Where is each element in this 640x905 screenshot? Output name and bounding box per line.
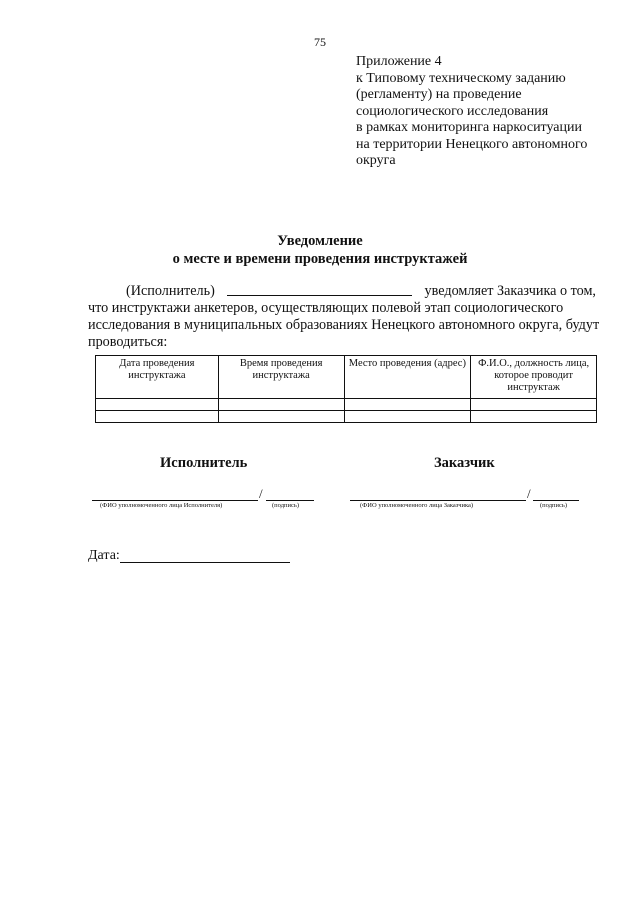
appendix-header: [356, 54, 626, 170]
table-header-row: [96, 356, 597, 399]
header-place: Место проведения (адрес): [344, 356, 471, 399]
date-label: Дата:: [88, 548, 120, 563]
page-number: 75: [314, 35, 326, 49]
executor-label: (Исполнитель): [126, 283, 215, 299]
executor-title: Исполнитель: [160, 455, 248, 471]
paragraph-line-4: проводиться:: [88, 334, 168, 350]
header-person: Ф.И.О., должность лица, которое проводит инструктаж: [471, 356, 597, 399]
briefing-table: [95, 355, 597, 423]
customer-sign-caption: (подпись): [540, 502, 567, 509]
appendix-line: на территории Ненецкого автономного: [356, 136, 588, 152]
table-cell[interactable]: [218, 399, 344, 411]
title-line-2: о месте и времени проведения инструктажей: [172, 251, 468, 267]
table-cell[interactable]: [96, 411, 219, 423]
customer-title: Заказчик: [434, 455, 495, 471]
appendix-line: к Типовому техническому заданию: [356, 70, 566, 86]
customer-slash: /: [527, 486, 531, 501]
table-row: [96, 411, 597, 423]
table-cell[interactable]: [471, 399, 597, 411]
table-cell[interactable]: [344, 411, 471, 423]
paragraph-line-3: исследования в муниципальных образованиях Ненецкого автономного округа, будут: [88, 317, 600, 333]
executor-name-blank: [227, 283, 412, 296]
appendix-line: (регламенту) на проведение: [356, 87, 522, 102]
appendix-line: в рамках мониторинга наркоситуации: [356, 120, 582, 135]
appendix-line: Приложение 4: [356, 54, 442, 69]
notification-paragraph: [88, 283, 600, 351]
customer-name-line[interactable]: [350, 499, 526, 501]
customer-sign-line[interactable]: [533, 499, 579, 501]
paragraph-line-2: что инструктажи анкетеров, осуществляющих полевой этап социологического: [88, 300, 564, 316]
customer-name-caption: (ФИО уполномоченного лица Заказчика): [360, 502, 474, 509]
appendix-line: округа: [356, 153, 396, 168]
header-date: Дата проведения инструктажа: [96, 356, 219, 399]
header-time: Время проведения инструктажа: [218, 356, 344, 399]
title-line-1: Уведомление: [277, 233, 363, 249]
table-row: [96, 399, 597, 411]
table-cell[interactable]: [471, 411, 597, 423]
executor-sign-caption: (подпись): [272, 502, 299, 509]
executor-name-caption: (ФИО уполномоченного лица Исполнителя): [100, 502, 223, 509]
executor-sign-line[interactable]: [266, 499, 314, 501]
table-cell[interactable]: [218, 411, 344, 423]
table-cell[interactable]: [344, 399, 471, 411]
date-line[interactable]: [120, 562, 290, 563]
table-cell[interactable]: [96, 399, 219, 411]
appendix-line: социологического исследования: [356, 103, 549, 119]
paragraph-line-1: [88, 283, 596, 300]
notifies-text: уведомляет Заказчика о том,: [424, 283, 596, 299]
executor-slash: /: [259, 486, 263, 501]
document-title: [0, 232, 640, 268]
executor-name-line[interactable]: [92, 499, 258, 501]
